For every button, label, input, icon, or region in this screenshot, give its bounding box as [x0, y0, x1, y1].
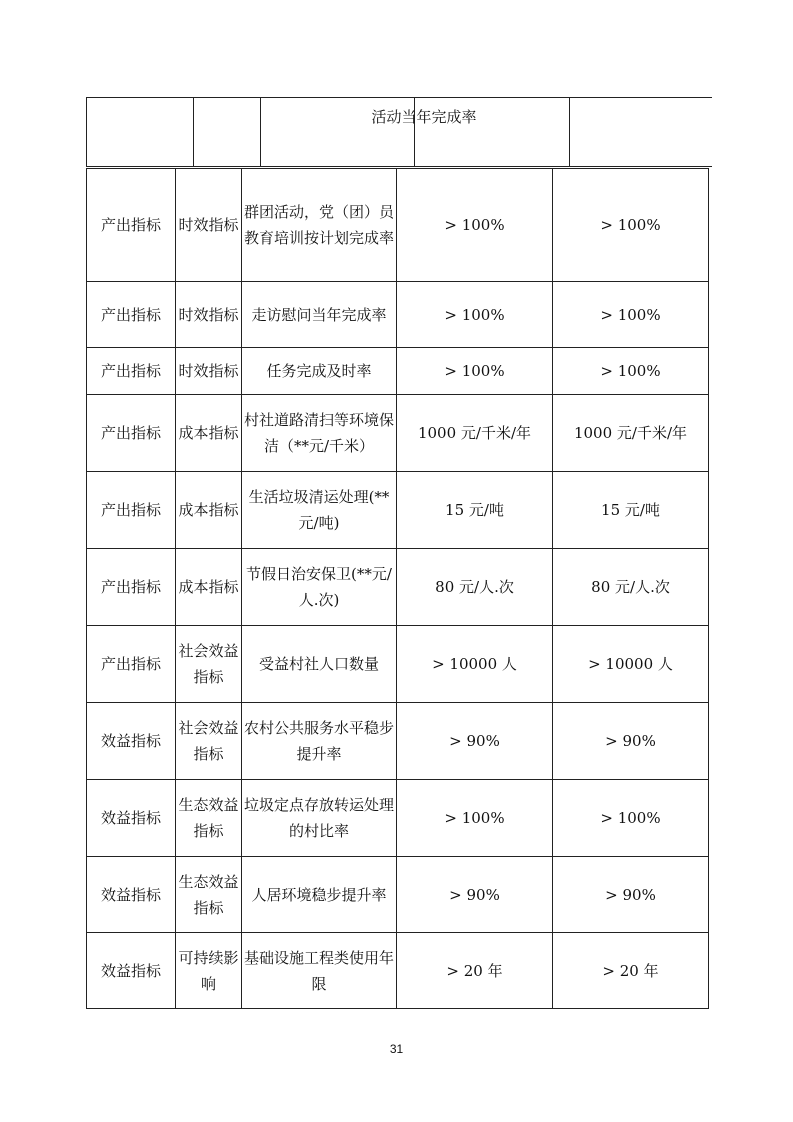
- table-row: [87, 472, 709, 549]
- level3-cell: 节假日治安保卫(**元/人.次): [242, 549, 397, 626]
- value-cell: 1000 元/千米/年: [553, 395, 709, 472]
- target-cell: > 100%: [397, 282, 553, 348]
- level2-cell: 社会效益指标: [176, 626, 242, 703]
- level1-cell: 效益指标: [87, 703, 176, 780]
- value-cell: > 100%: [553, 282, 709, 348]
- level3-cell: 走访慰问当年完成率: [242, 282, 397, 348]
- table-row: [87, 169, 709, 282]
- level3-cell: 人居环境稳步提升率: [242, 857, 397, 933]
- table-row: [87, 626, 709, 703]
- continuation-indicator: 活动当年完成率: [371, 108, 477, 126]
- target-cell: > 90%: [397, 857, 553, 933]
- level2-cell: 生态效益指标: [176, 857, 242, 933]
- level2-cell: 社会效益指标: [176, 703, 242, 780]
- table-row: [87, 395, 709, 472]
- level3-cell: 农村公共服务水平稳步提升率: [242, 703, 397, 780]
- target-cell: > 90%: [397, 703, 553, 780]
- level1-cell: 产出指标: [87, 348, 176, 395]
- target-cell: 15 元/吨: [397, 472, 553, 549]
- page-number: 31: [389, 1042, 404, 1056]
- target-cell: > 10000 人: [397, 626, 553, 703]
- table-row: [87, 282, 709, 348]
- level1-cell: 产出指标: [87, 626, 176, 703]
- value-cell: 80 元/人.次: [553, 549, 709, 626]
- level1-cell: 产出指标: [87, 395, 176, 472]
- target-cell: 1000 元/千米/年: [397, 395, 553, 472]
- level2-cell: 生态效益指标: [176, 780, 242, 857]
- value-cell: > 10000 人: [553, 626, 709, 703]
- level2-cell: 时效指标: [176, 282, 242, 348]
- level1-cell: 效益指标: [87, 933, 176, 1009]
- level3-cell: 生活垃圾清运处理(**元/吨): [242, 472, 397, 549]
- level3-cell: 基础设施工程类使用年限: [242, 933, 397, 1009]
- level2-cell: 可持续影响: [176, 933, 242, 1009]
- table-row: [87, 857, 709, 933]
- level3-cell: 任务完成及时率: [242, 348, 397, 395]
- value-cell: 15 元/吨: [553, 472, 709, 549]
- table-row: [87, 549, 709, 626]
- level3-cell: 受益村社人口数量: [242, 626, 397, 703]
- level1-cell: 产出指标: [87, 549, 176, 626]
- level3-cell: 垃圾定点存放转运处理的村比率: [242, 780, 397, 857]
- level2-cell: 时效指标: [176, 348, 242, 395]
- performance-indicator-table: [86, 168, 709, 1009]
- target-cell: > 100%: [397, 169, 553, 282]
- level1-cell: 效益指标: [87, 780, 176, 857]
- value-cell: > 100%: [553, 169, 709, 282]
- value-cell: > 20 年: [553, 933, 709, 1009]
- table-row: [87, 703, 709, 780]
- level2-cell: 时效指标: [176, 169, 242, 282]
- level1-cell: 产出指标: [87, 169, 176, 282]
- level2-cell: 成本指标: [176, 472, 242, 549]
- level2-cell: 成本指标: [176, 549, 242, 626]
- table-row: [87, 348, 709, 395]
- target-cell: 80 元/人.次: [397, 549, 553, 626]
- table-row: [87, 780, 709, 857]
- target-cell: > 20 年: [397, 933, 553, 1009]
- target-cell: > 100%: [397, 348, 553, 395]
- value-cell: > 90%: [553, 857, 709, 933]
- value-cell: > 100%: [553, 780, 709, 857]
- level3-cell: 群团活动，党（团）员教育培训按计划完成率: [242, 169, 397, 282]
- value-cell: > 90%: [553, 703, 709, 780]
- level1-cell: 效益指标: [87, 857, 176, 933]
- level2-cell: 成本指标: [176, 395, 242, 472]
- target-cell: > 100%: [397, 780, 553, 857]
- level1-cell: 产出指标: [87, 282, 176, 348]
- level3-cell: 村社道路清扫等环境保洁（**元/千米）: [242, 395, 397, 472]
- level1-cell: 产出指标: [87, 472, 176, 549]
- value-cell: > 100%: [553, 348, 709, 395]
- continuation-row: [86, 97, 712, 167]
- table-row: [87, 933, 709, 1009]
